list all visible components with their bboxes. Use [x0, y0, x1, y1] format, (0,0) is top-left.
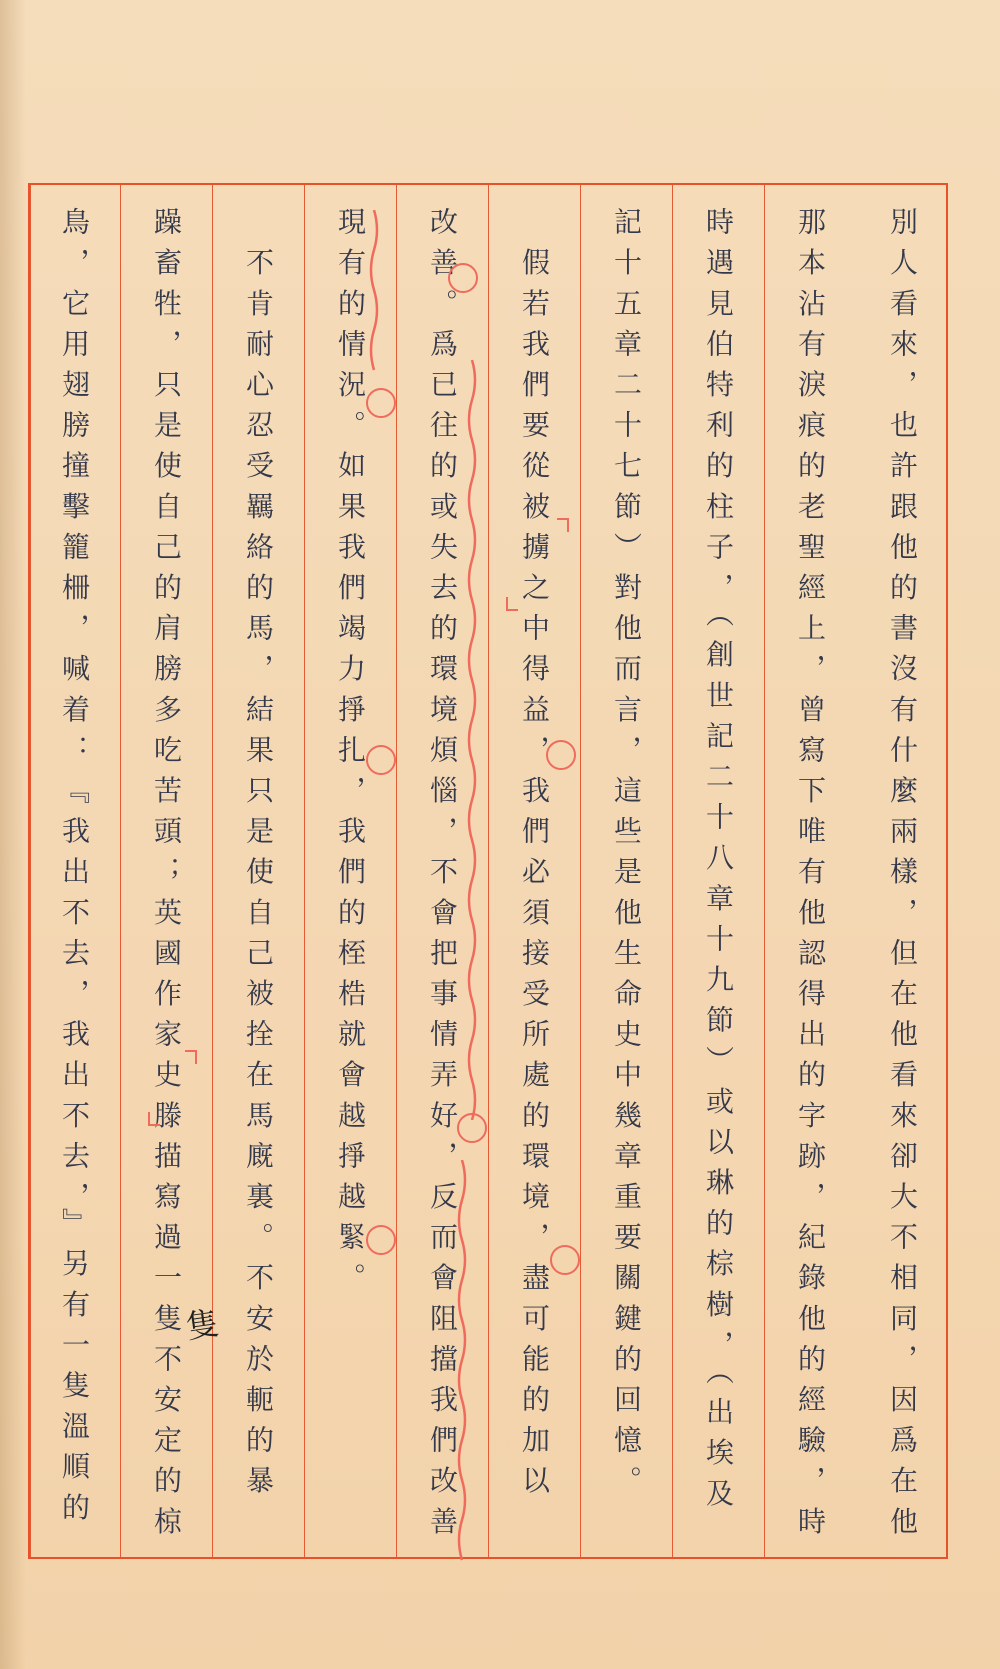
text-column-2	[764, 185, 856, 1557]
column-text: 假若我們要從被擄之中得益，我們必須接受所處的環境，盡可能的加以	[518, 207, 551, 1507]
text-column-4	[580, 185, 672, 1557]
circle-mark	[366, 388, 396, 418]
text-column-10	[30, 185, 120, 1557]
column-text: 不肯耐心忍受羈絡的馬，結果只是使自己被拴在馬廐裏。不安於軛的暴	[242, 207, 275, 1507]
text-column-3	[672, 185, 764, 1557]
column-text: 改善。爲已往的或失去的環境煩惱，不會把事情弄好，反而會阻擋我們改善	[426, 207, 459, 1547]
column-text: 記十五章二十七節）對他而言，這些是他生命史中幾章重要關鍵的回憶。	[610, 207, 643, 1507]
column-text: 時遇見伯特利的柱子，（創世記二十八章十九節）或以琳的棕樹，（出埃及	[702, 207, 735, 1519]
proof-mark	[148, 1112, 160, 1126]
proof-mark	[185, 1050, 197, 1064]
text-column-6	[396, 185, 488, 1557]
circle-mark	[366, 1225, 396, 1255]
circle-mark	[448, 263, 478, 293]
column-text: 別人看來，也許跟他的書沒有什麼兩樣，但在他看來卻大不相同，因爲在他	[886, 207, 919, 1547]
column-text: 那本沾有淚痕的老聖經上，曾寫下唯有他認得出的字跡，紀錄他的經驗，時	[794, 207, 827, 1547]
text-column-9	[120, 185, 212, 1557]
column-grid-frame	[28, 183, 948, 1559]
text-column-1	[856, 185, 948, 1557]
handwritten-correction: 隻	[183, 1303, 221, 1347]
text-column-5	[488, 185, 580, 1557]
text-column-8	[212, 185, 304, 1557]
column-text: 鳥，它用翅膀撞擊籠柵，喊着：『我出不去，我出不去，』另有一隻溫順的	[58, 207, 91, 1533]
proof-mark	[557, 518, 569, 532]
circle-mark	[457, 1113, 487, 1143]
circle-mark	[546, 740, 576, 770]
circle-mark	[550, 1245, 580, 1275]
circle-mark	[366, 745, 396, 775]
column-text: 躁畜牲，只是使自己的肩膀多吃苦頭；英國作家史滕描寫過一隻不安定的椋	[150, 207, 183, 1547]
column-text: 現有的情況。如果我們竭力掙扎，我們的桎梏就會越掙越緊。	[334, 207, 367, 1304]
proof-mark	[506, 597, 518, 611]
